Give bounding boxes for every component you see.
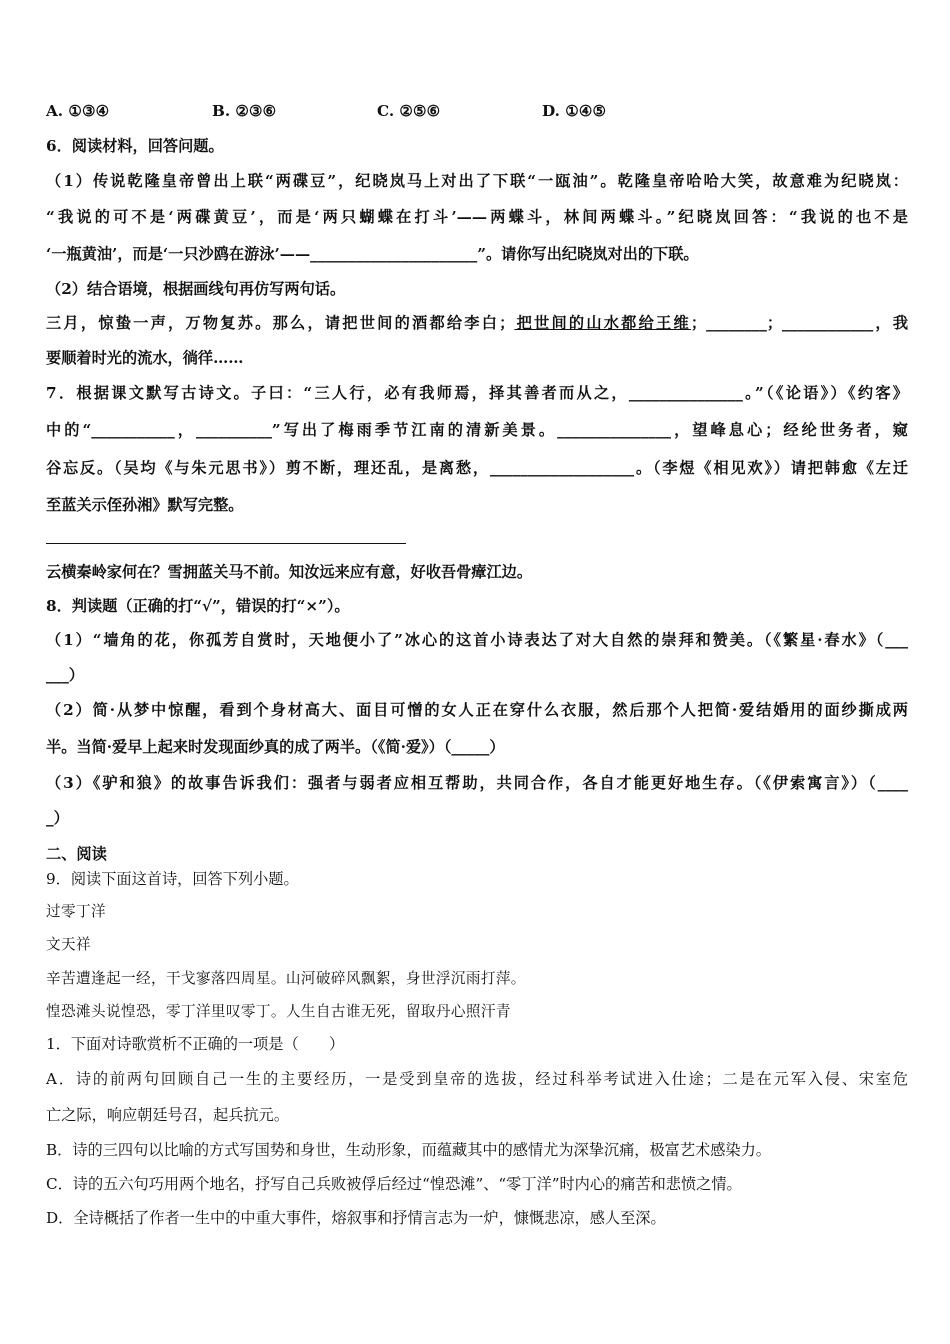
q6-stem: 6．阅读材料，回答问题。	[46, 137, 224, 155]
q7-line2: 中的“___________，__________”写出了梅雨季节江南的清新美景。_______________，望峰息心；经纶世务者，窥	[46, 421, 908, 439]
option-value: ①④⑤	[565, 102, 607, 120]
q7-answer-line: 云横秦岭家何在？雪拥蓝关马不前。知汝远来应有意，好收吾骨瘴江边。	[46, 563, 532, 581]
q9-option-a-line2: 亡之际，响应朝廷号召，起兵抗元。	[46, 1106, 289, 1124]
option-key: C.	[377, 102, 395, 120]
q6-text-after: ；________；____________，我	[690, 314, 909, 332]
q7-line4: 至蓝关示侄孙湘》默写完整。	[46, 496, 244, 514]
option-value: ②③⑥	[235, 102, 277, 120]
q6-part1-line2: “我说的可不是‘两碟黄豆’，而是‘两只蝴蝶在打斗’——两蝶斗，林间两蝶斗。”纪晓岚回答：“我说的也不是	[46, 208, 908, 226]
q8-item1-line1: （1）“墙角的花，你孤芳自赏时，天地便小了”冰心的这首小诗表达了对大自然的崇拜和赞美。（《繁星·春水》（___	[46, 631, 908, 649]
q5-option-c	[377, 101, 440, 121]
q8-item3-line2: _）	[46, 809, 69, 827]
q6-part2-line3: 要顺着时光的流水，徜徉……	[46, 349, 244, 367]
q8-item2-line1: （2）简·从梦中惊醒，看到个身材高大、面目可憎的女人正在穿什么衣服，然后那个人把简·爱结婚用的面纱撕成两	[46, 701, 908, 719]
q9-option-a-line1: A．诗的前两句回顾自己一生的主要经历，一是受到皇帝的选拔，经过科举考试进入仕途；二是在元军入侵、宋室危	[46, 1070, 908, 1088]
poem-author: 文天祥	[46, 936, 91, 953]
q7-line1: 7．根据课文默写古诗文。子曰：“三人行，必有我师焉，择其善者而从之，_______________。”（《论语》）《约客》	[46, 384, 908, 402]
q6-part2-line2	[46, 313, 908, 333]
option-value: ②⑤⑥	[399, 102, 441, 120]
option-key: D.	[542, 102, 560, 120]
q9-stem: 9．阅读下面这首诗，回答下列小题。	[46, 870, 299, 888]
q9-option-b: B．诗的三四句以比喻的方式写国势和身世，生动形象，而蕴藏其中的感情尤为深挚沉痛，极富艺术感染力。	[46, 1141, 771, 1159]
q5-option-a	[46, 101, 109, 121]
q8-item2-line2: 半。当简·爱早上起来时发现面纱真的成了两半。（《简·爱》）（_____）	[46, 738, 505, 756]
q8-item1-line2: ___）	[46, 666, 84, 684]
q9-sub1-stem: 1．下面对诗歌赏析不正确的一项是（ ）	[46, 1035, 345, 1053]
poem-line1: 辛苦遭逢起一经，干戈寥落四周星。山河破碎风飘絮，身世浮沉雨打萍。	[46, 970, 526, 987]
section-heading: 二、阅读	[46, 845, 107, 863]
q9-option-d: D．全诗概括了作者一生中的中重大事件，熔叙事和抒情言志为一炉，慷慨悲凉，感人至深。	[46, 1209, 666, 1227]
q6-text-before: 三月，惊蛰一声，万物复苏。那么，请把世间的酒都给李白；	[46, 314, 515, 332]
q8-stem: 8．判读题（正确的打“√”，错误的打“×”）。	[46, 597, 350, 615]
q5-option-d	[542, 101, 606, 121]
q6-part1-line1: （1）传说乾隆皇帝曾出上联“两碟豆”，纪晓岚马上对出了下联“一瓯油”。乾隆皇帝哈哈大笑，故意难为纪晓岚：	[46, 172, 908, 190]
q6-underlined-sentence: 把世间的山水都给王维	[514, 314, 691, 332]
q5-option-b	[212, 101, 276, 121]
q6-part1-line3: ‘一瓶黄油’，而是‘一只沙鸥在游泳’——______________________”。请你写出纪晓岚对出的下联。	[46, 245, 699, 263]
option-value: ①③④	[68, 102, 110, 120]
q8-item3-line1: （3）《驴和狼》的故事告诉我们：强者与弱者应相互帮助，共同合作，各自才能更好地生存。（《伊索寓言》）（____	[46, 774, 908, 792]
q7-line3: 谷忘反。（吴均《与朱元思书》）剪不断，理还乱，是离愁，___________________。（李煜《相见欢》）请把韩愈《左迁	[46, 459, 908, 477]
poem-line2: 惶恐滩头说惶恐，零丁洋里叹零丁。人生自古谁无死，留取丹心照汗青	[46, 1003, 511, 1020]
answer-blank-line	[46, 543, 406, 544]
option-key: B.	[212, 102, 231, 120]
poem-title: 过零丁洋	[46, 903, 106, 920]
q6-part2-line1: （2）结合语境，根据画线句再仿写两句话。	[46, 280, 346, 298]
q9-option-c: C．诗的五六句巧用两个地名，抒写自己兵败被俘后经过“惶恐滩”、“零丁洋”时内心的痛苦和悲愤之情。	[46, 1175, 742, 1193]
option-key: A.	[46, 102, 64, 120]
